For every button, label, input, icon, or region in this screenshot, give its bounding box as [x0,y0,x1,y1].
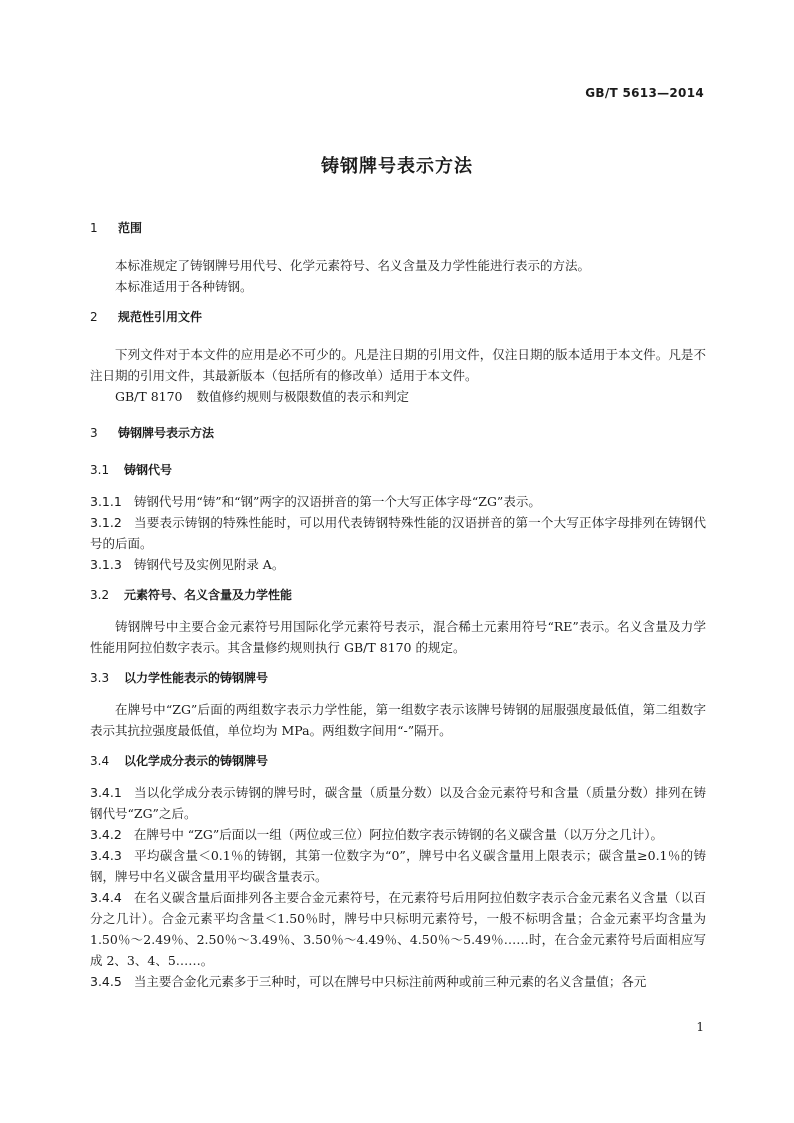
clause-number: 3.4.2 [90,827,122,842]
document-title: 铸钢牌号表示方法 [321,156,473,177]
clause [90,971,706,992]
clause-number: 3.4.1 [90,785,122,800]
clause-text: 当以化学成分表示铸钢的牌号时，碳含量（质量分数）以及合金元素符号和含量（质量分数）排列在铸钢代号“ZG”之后。 [90,785,706,821]
paragraph: 下列文件对于本文件的应用是必不可少的。凡是注日期的引用文件，仅注日期的版本适用于本文件。凡是不注日期的引用文件，其最新版本（包括所有的修改单）适用于本文件。 [90,347,706,383]
section-title: 范围 [118,221,143,235]
clause-text: 在名义碳含量后面排列各主要合金元素符号，在元素符号后用阿拉伯数字表示合金元素名义含量（以百分之几计）。合金元素平均含量＜1.50％时，牌号中只标明元素符号，一般不标明含量；合金元素平均含量为 1.50％～2.49％、2.50％～3.49％、3.50％～4.49％、4.50％～5.49％……时，在合金元素符号后面相应写成 2、3、4、5……。 [90,890,706,968]
clause-text: 在牌号中 “ZG”后面以一组（两位或三位）阿拉伯数字表示铸钢的名义碳含量（以万分之几计）。 [133,827,663,842]
section-3-3-heading [90,668,706,689]
paragraph: 铸钢牌号中主要合金元素符号用国际化学元素符号表示，混合稀土元素用符号“RE”表示。名义含量及力学性能用阿拉伯数字表示。其含量修约规则执行 GB/T 8170 的规定。 [90,619,706,655]
section-3-4-heading [90,751,706,772]
section-title: 规范性引用文件 [118,310,203,324]
clause-text: 平均碳含量＜0.1％的铸钢，其第一位数字为“0”，牌号中名义碳含量用上限表示；碳含量≥0.1％的铸钢，牌号中名义碳含量用平均碳含量表示。 [90,848,706,884]
section-number: 1 [90,221,98,235]
clause-text: 当要表示铸钢的特殊性能时，可以用代表铸钢特殊性能的汉语拼音的第一个大写正体字母排列在铸钢代号的后面。 [90,515,706,551]
clause-text: 当主要合金化元素多于三种时，可以在牌号中只标注前两种或前三种元素的名义含量值；各元 [133,974,647,989]
normative-reference [90,386,706,407]
clause-text: 铸钢代号用“铸”和“钢”两字的汉语拼音的第一个大写正体字母“ZG”表示。 [133,494,541,509]
clause [90,782,706,824]
section-3-2-heading [90,585,706,606]
section-2-heading [90,307,706,328]
page-number: 1 [696,1020,704,1034]
reference-code: GB/T 8170 [115,389,183,404]
clause [90,824,706,845]
paragraph: 本标准规定了铸钢牌号用代号、化学元素符号、名义含量及力学性能进行表示的方法。 [115,258,591,273]
section-title: 铸钢牌号表示方法 [118,426,215,440]
clause-number: 3.4.3 [90,848,122,863]
section-number: 3.3 [90,671,110,685]
clause-number: 3.1.2 [90,515,122,530]
clause-number: 3.4.5 [90,974,122,989]
clause [90,491,706,512]
section-number: 3.4 [90,754,110,768]
clause-number: 3.1.3 [90,557,122,572]
clause [90,845,706,887]
clause [90,887,706,971]
section-title: 元素符号、名义含量及力学性能 [124,588,293,602]
clause-number: 3.1.1 [90,494,122,509]
document-body [90,218,706,992]
section-number: 3 [90,426,98,440]
section-title: 以化学成分表示的铸钢牌号 [124,754,269,768]
section-title: 以力学性能表示的铸钢牌号 [124,671,269,685]
clause [90,554,706,575]
section-3-1-heading [90,460,706,481]
clause-number: 3.4.4 [90,890,122,905]
section-number: 3.1 [90,463,110,477]
reference-title: 数值修约规则与极限数值的表示和判定 [196,389,410,404]
section-number: 2 [90,310,98,324]
section-1-heading [90,218,706,239]
paragraph: 在牌号中“ZG”后面的两组数字表示力学性能，第一组数字表示该牌号铸钢的屈服强度最低值，第二组数字表示其抗拉强度最低值，单位均为 MPa。两组数字间用“-”隔开。 [90,702,706,738]
paragraph: 本标准适用于各种铸钢。 [115,279,253,294]
section-3-heading [90,423,706,444]
clause-text: 铸钢代号及实例见附录 A。 [133,557,285,572]
section-title: 铸钢代号 [124,463,173,477]
clause [90,512,706,554]
section-number: 3.2 [90,588,110,602]
standard-number: GB/T 5613—2014 [585,86,704,100]
